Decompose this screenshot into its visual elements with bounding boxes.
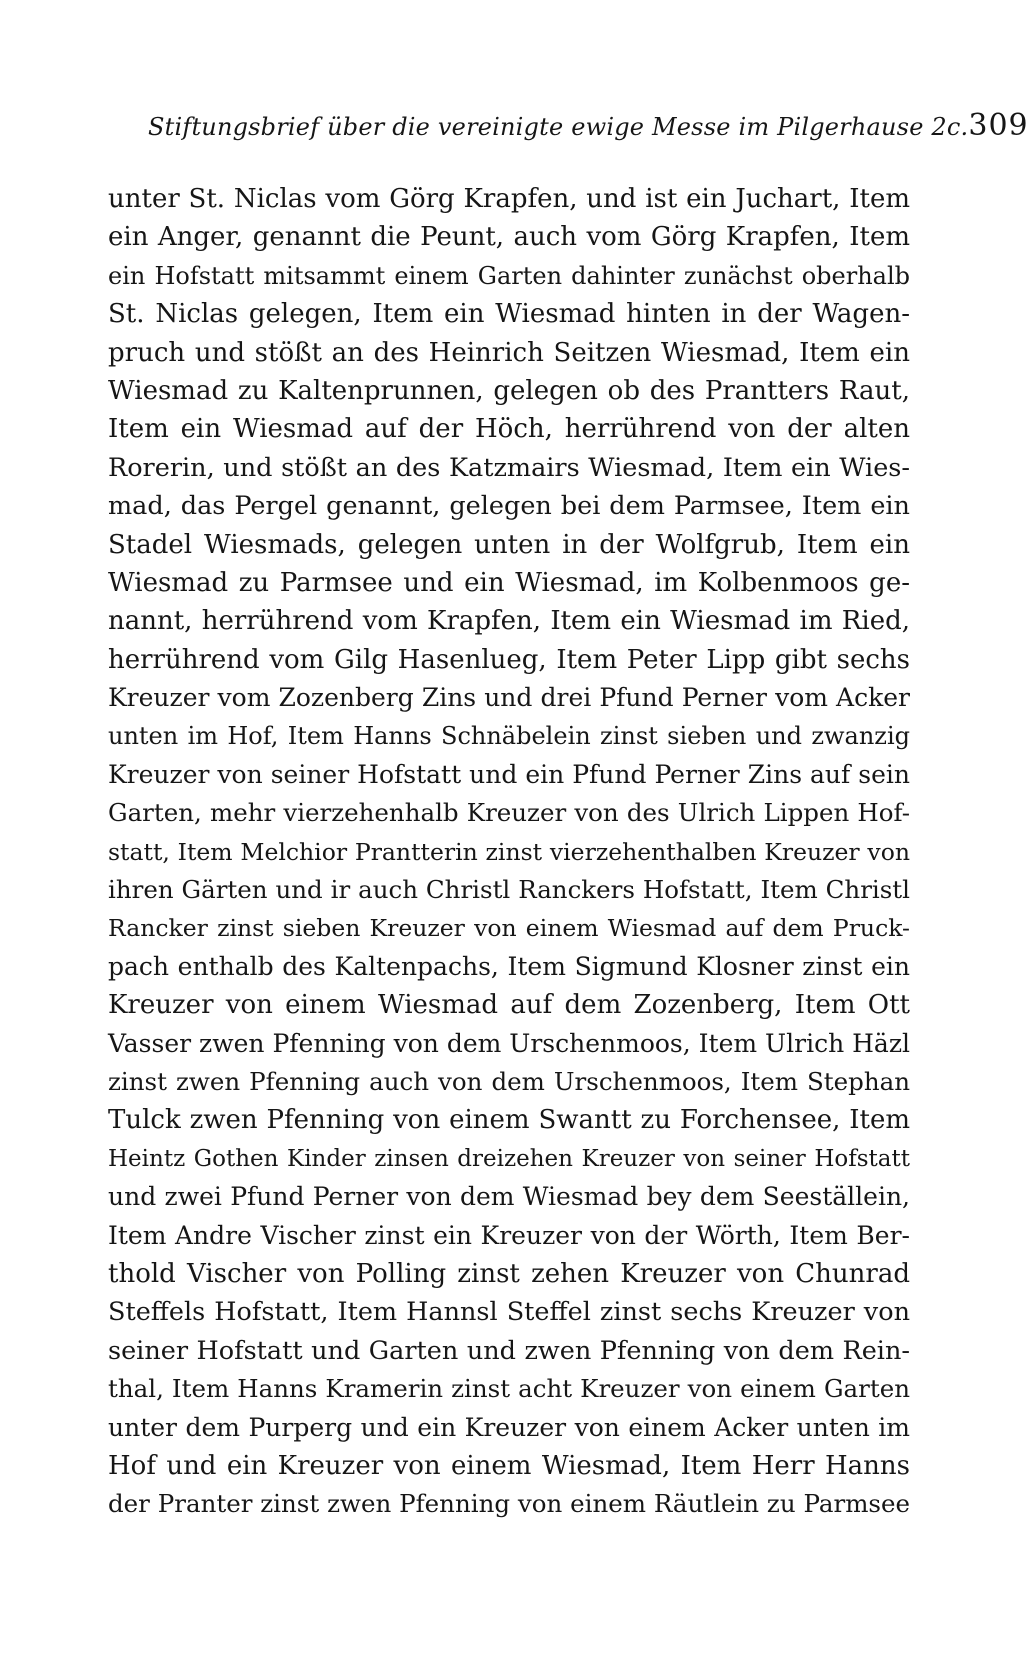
text-line: der Pranter zinst zwen Pfenning von einem Räutlein zu Parmsee xyxy=(108,1489,910,1519)
text-line: ein Hofstatt mitsammt einem Garten dahinter zunächst oberhalb xyxy=(108,261,910,290)
text-line: Garten, mehr vierzehenhalb Kreuzer von des Ulrich Lippen Hof- xyxy=(108,798,910,828)
text-line: Vasser zwen Pfenning von dem Urschenmoos, Item Ulrich Häzl xyxy=(108,1028,910,1058)
text-line: Kreuzer vom Zozenberg Zins und drei Pfund Perner vom Acker xyxy=(108,683,910,713)
text-line: unter St. Niclas vom Görg Krapfen, und ist ein Juchart, Item xyxy=(108,184,910,214)
page-number: 309 xyxy=(968,108,1029,143)
text-line: herrührend vom Gilg Hasenlueg, Item Peter Lipp gibt sechs xyxy=(108,644,910,675)
text-line: statt, Item Melchior Prantterin zinst vierzehenthalben Kreuzer von xyxy=(108,837,910,866)
text-line: ein Anger, genannt die Peunt, auch vom Görg Krapfen, Item xyxy=(108,222,910,253)
text-line: ihren Gärten und ir auch Christl Ranckers Hofstatt, Item Christl xyxy=(108,875,910,905)
text-line: Kreuzer von seiner Hofstatt und ein Pfund Perner Zins auf sein xyxy=(108,759,910,789)
text-line: Item Andre Vischer zinst ein Kreuzer von der Wörth, Item Ber- xyxy=(108,1220,910,1250)
text-line: thold Vischer von Polling zinst zehen Kreuzer von Chunrad xyxy=(108,1258,910,1289)
text-line: Rancker zinst sieben Kreuzer von einem Wiesmad auf dem Pruck- xyxy=(108,914,910,943)
text-line: Hof und ein Kreuzer von einem Wiesmad, Item Herr Hanns xyxy=(108,1450,910,1481)
text-line: unter dem Purperg und ein Kreuzer von einem Acker unten im xyxy=(108,1412,910,1442)
text-line: seiner Hofstatt und Garten und zwen Pfenning von dem Rein- xyxy=(108,1335,910,1366)
text-line: Kreuzer von einem Wiesmad auf dem Zozenberg, Item Ott xyxy=(108,990,910,1021)
text-line: pach enthalb des Kaltenpachs, Item Sigmund Klosner zinst ein xyxy=(108,951,910,981)
text-line: unten im Hof, Item Hanns Schnäbelein zinst sieben und zwanzig xyxy=(108,722,910,751)
running-head xyxy=(148,108,1029,148)
text-line: mad, das Pergel genannt, gelegen bei dem Parmsee, Item ein xyxy=(108,491,910,522)
text-line: Tulck zwen Pfenning von einem Swantt zu Forchensee, Item xyxy=(108,1105,910,1136)
body-text xyxy=(108,180,910,1524)
text-line: pruch und stößt an des Heinrich Seitzen Wiesmad, Item ein xyxy=(108,337,910,368)
text-line: nannt, herrührend vom Krapfen, Item ein Wiesmad im Ried, xyxy=(108,606,910,637)
text-line: Stadel Wiesmads, gelegen unten in der Wolfgrub, Item ein xyxy=(108,529,910,560)
text-line: Rorerin, und stößt an des Katzmairs Wiesmad, Item ein Wies- xyxy=(108,452,910,483)
text-line: Wiesmad zu Parmsee und ein Wiesmad, im Kolbenmoos ge- xyxy=(108,567,910,598)
running-title: Stiftungsbrief über die vereinigte ewige Messe im Pilgerhause 2c. xyxy=(148,113,969,141)
text-line: St. Niclas gelegen, Item ein Wiesmad hinten in der Wagen- xyxy=(108,299,910,330)
text-line: und zwei Pfund Perner von dem Wiesmad bey dem Seeställein, xyxy=(108,1182,910,1212)
text-line: zinst zwen Pfenning auch von dem Urschenmoos, Item Stephan xyxy=(108,1066,910,1096)
text-line: Wiesmad zu Kaltenprunnen, gelegen ob des Prantters Raut, xyxy=(108,375,910,406)
text-line: thal, Item Hanns Kramerin zinst acht Kreuzer von einem Garten xyxy=(108,1374,910,1404)
text-line: Heintz Gothen Kinder zinsen dreizehen Kreuzer von seiner Hofstatt xyxy=(108,1145,910,1172)
text-line: Steffels Hofstatt, Item Hannsl Steffel zinst sechs Kreuzer von xyxy=(108,1297,910,1328)
text-line: Item ein Wiesmad auf der Höch, herrührend von der alten xyxy=(108,414,910,445)
